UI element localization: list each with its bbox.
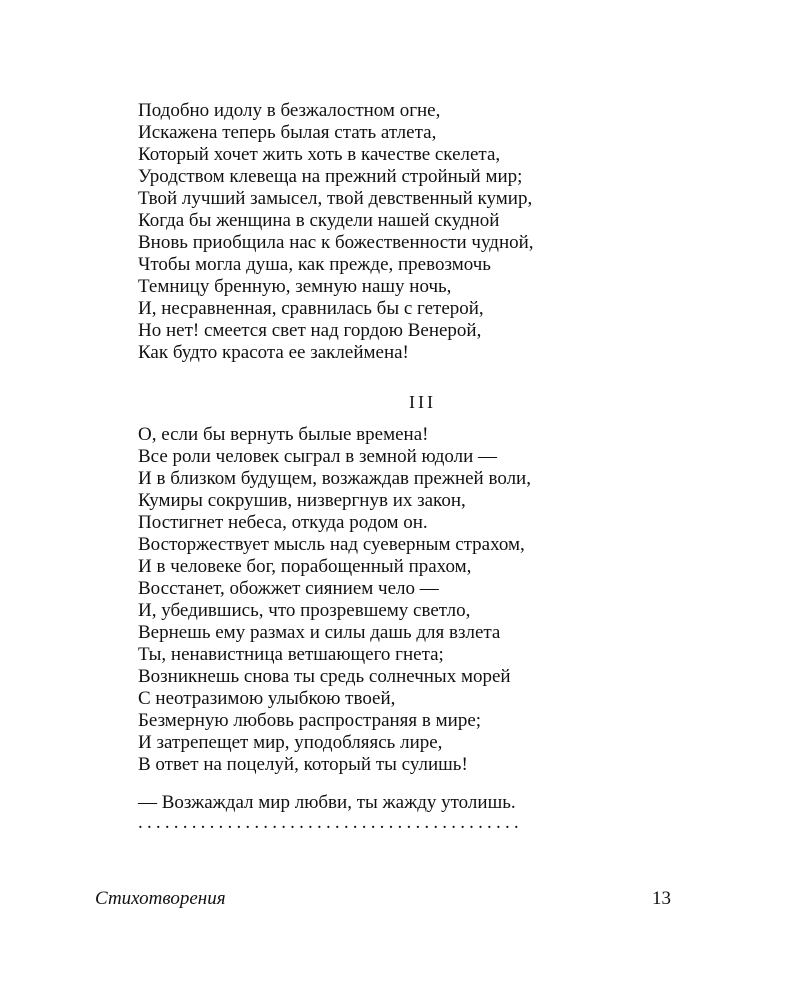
page-number: 13 [652, 888, 671, 909]
verse-line: Но нет! смеется свет над гордою Венерой, [138, 320, 482, 341]
verse-line: Искажена теперь былая стать атлета, [138, 122, 437, 143]
omission-dots: ........................................... [138, 812, 523, 833]
section-heading: III [409, 392, 436, 412]
verse-line: В ответ на поцелуй, который ты сулишь! [138, 754, 468, 775]
verse-line: Чтобы могла душа, как прежде, превозмочь [138, 254, 491, 275]
verse-line: Ты, ненавистница ветшающего гнета; [138, 644, 444, 665]
verse-line: Твой лучший замысел, твой девственный кумир, [138, 188, 533, 209]
verse-line: Вернешь ему размах и силы дашь для взлета [138, 622, 501, 643]
verse-line: И в близком будущем, возжаждав прежней воли, [138, 468, 531, 489]
verse-line: Уродством клевеща на прежний стройный мир; [138, 166, 523, 187]
verse-line: Как будто красота ее заклеймена! [138, 342, 409, 363]
stanza-1 [138, 100, 698, 364]
verse-line: Вновь приобщила нас к божественности чудной, [138, 232, 534, 253]
verse-line: Восторжествует мысль над суеверным страхом, [138, 534, 525, 555]
verse-line: И, убедившись, что прозревшему светло, [138, 600, 471, 621]
verse-line: Безмерную любовь распространяя в мире; [138, 710, 482, 731]
verse-line: Все роли человек сыграл в земной юдоли — [138, 446, 498, 467]
verse-line: Кумиры сокрушив, низвергнув их закон, [138, 490, 466, 511]
verse-line: Восстанет, обожжет сиянием чело — [138, 578, 439, 599]
running-footer-title: Стихотворения [95, 888, 226, 909]
verse-line: Постигнет небеса, откуда родом он. [138, 512, 428, 533]
verse-line: Который хочет жить хоть в качестве скелета, [138, 144, 501, 165]
verse-line: И затрепещет мир, уподобляясь лире, [138, 732, 443, 753]
verse-line: С неотразимою улыбкою твоей, [138, 688, 396, 709]
verse-line: И, несравненная, сравнилась бы с гетерой, [138, 298, 484, 319]
verse-line: Возникнешь снова ты средь солнечных морей [138, 666, 511, 687]
stanza-2 [138, 424, 698, 776]
final-verse-line: — Возжаждал мир любви, ты жажду утолишь. [138, 792, 516, 813]
verse-line: Темницу бренную, земную нашу ночь, [138, 276, 452, 297]
verse-line: И в человеке бог, порабощенный прахом, [138, 556, 472, 577]
verse-line: О, если бы вернуть былые времена! [138, 424, 429, 445]
verse-line: Подобно идолу в безжалостном огне, [138, 100, 441, 121]
verse-line: Когда бы женщина в скудели нашей скудной [138, 210, 500, 231]
